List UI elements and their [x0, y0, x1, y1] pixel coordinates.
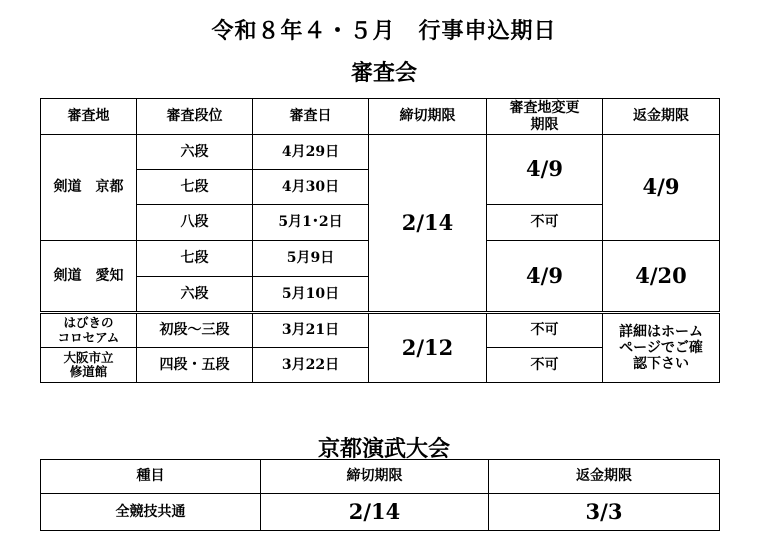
place-kyoto: 剣道 京都 [41, 135, 137, 241]
change-habikino: 不可 [487, 313, 603, 348]
header-cell: 審査地変更 期限 [487, 99, 603, 135]
enbu-refund: 3/3 [489, 494, 720, 531]
header-cell: 締切期限 [369, 99, 487, 135]
table-row [41, 313, 720, 348]
page-title: 令和８年４・５月 行事申込期日 [211, 18, 557, 44]
refund-osaka-note: 詳細はホーム ページでご確 認下さい [603, 313, 720, 383]
header-cell: 種目 [41, 460, 261, 494]
dan-cell: 六段 [137, 135, 253, 170]
header-cell: 審査段位 [137, 99, 253, 135]
change-osaka: 不可 [487, 348, 603, 383]
enbu-section-title: 京都演武大会 [317, 436, 450, 462]
shinsa-section-title: 審査会 [350, 60, 417, 86]
date-cell: 5月1･2日 [253, 205, 369, 241]
place-habikino: はびきの コロセアム [41, 313, 137, 348]
date-cell: 4月29日 [253, 135, 369, 170]
table-row [41, 135, 720, 170]
change-deadline-kyoto: 4/9 [487, 135, 603, 205]
dan-cell: 七段 [137, 170, 253, 205]
dan-cell: 四段・五段 [137, 348, 253, 383]
change-deadline-aichi: 4/9 [487, 241, 603, 313]
refund-aichi: 4/20 [603, 241, 720, 313]
header-cell: 返金期限 [603, 99, 720, 135]
shinsa-table [40, 98, 720, 383]
date-cell: 3月21日 [253, 313, 369, 348]
enbu-table [40, 459, 720, 531]
header-cell: 締切期限 [261, 460, 489, 494]
place-osaka: 大阪市立 修道館 [41, 348, 137, 383]
date-cell: 5月9日 [253, 241, 369, 277]
deadline-kyoto-aichi: 2/14 [369, 135, 487, 313]
deadline-osaka: 2/12 [369, 313, 487, 383]
refund-kyoto: 4/9 [603, 135, 720, 241]
place-aichi: 剣道 愛知 [41, 241, 137, 313]
table-row [41, 494, 720, 531]
date-cell: 3月22日 [253, 348, 369, 383]
header-cell: 審査日 [253, 99, 369, 135]
enbu-header-row [41, 460, 720, 494]
header-cell: 返金期限 [489, 460, 720, 494]
date-cell: 4月30日 [253, 170, 369, 205]
enbu-deadline: 2/14 [261, 494, 489, 531]
dan-cell: 初段～三段 [137, 313, 253, 348]
event-cell: 全競技共通 [41, 494, 261, 531]
shinsa-header-row [41, 99, 720, 135]
dan-cell: 七段 [137, 241, 253, 277]
change-deadline-8dan: 不可 [487, 205, 603, 241]
dan-cell: 六段 [137, 277, 253, 313]
date-cell: 5月10日 [253, 277, 369, 313]
header-cell: 審査地 [41, 99, 137, 135]
dan-cell: 八段 [137, 205, 253, 241]
